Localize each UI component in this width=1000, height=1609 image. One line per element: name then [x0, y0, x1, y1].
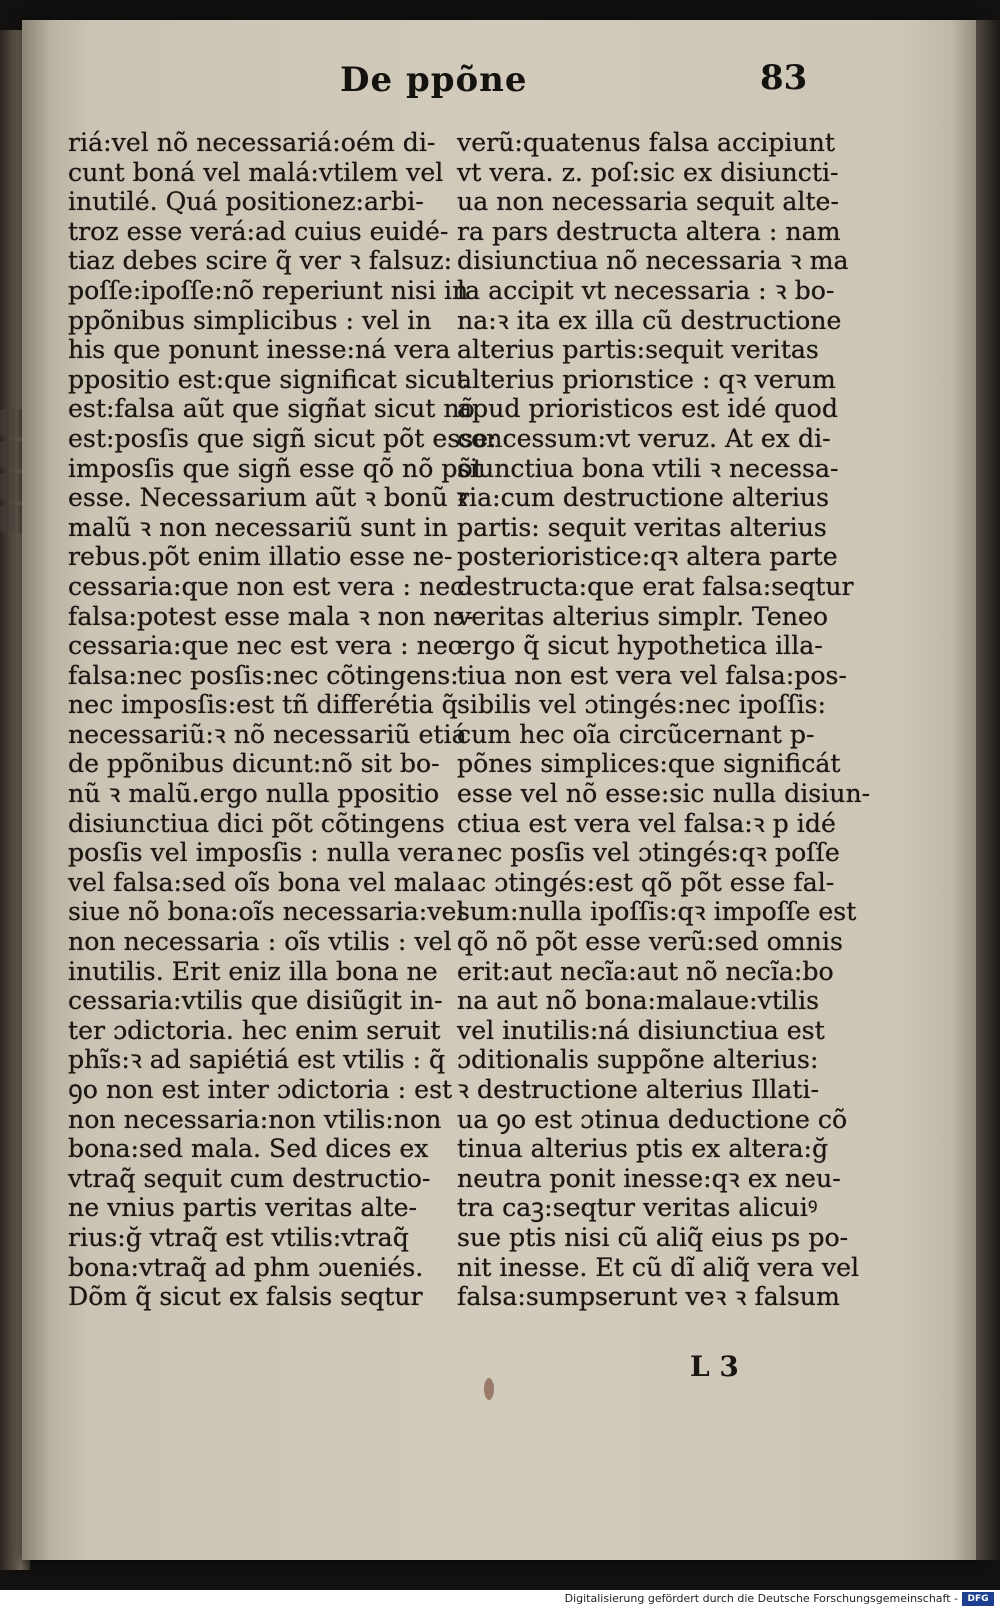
- text-line: nũ ꝛ malũ.ergo nulla ppositio: [68, 779, 440, 809]
- text-line: ꝯo non est inter ɔdictoria : est: [68, 1075, 453, 1104]
- text-line: posterioristice:qꝛ altera parte: [457, 542, 838, 572]
- text-line: cunt boná vel malá:vtilem vel: [68, 157, 444, 187]
- text-line: phĩs:ꝛ ad sapiétiá est vtilis : q̃: [68, 1045, 446, 1075]
- text-line: his que ponunt inesse:ná vera: [68, 335, 451, 365]
- text-line: cessaria:que nec est vera : nec: [68, 631, 462, 661]
- text-line: necessariũ:ꝛ nõ necessariũ etiá: [68, 719, 467, 749]
- left-text-column: [68, 128, 497, 1312]
- text-line: qõ nõ põt esse verũ:sed omnis: [457, 927, 843, 957]
- text-line: falsa:potest esse mala ꝛ non ne-: [68, 601, 474, 631]
- text-line: falsa:sumpserunt veꝛ ꝛ falsum: [457, 1282, 840, 1312]
- ink-stain: [484, 1378, 494, 1400]
- text-line: ra pars destructa altera : nam: [457, 216, 841, 246]
- text-line: siue nõ bona:oĩs necessaria:vel: [68, 897, 465, 927]
- text-line: ergo q̃ sicut hypothetica illa-: [457, 631, 823, 661]
- text-line: disiunctiua dici põt cõtingens: [68, 808, 445, 838]
- text-line: troz esse verá:ad cuius euidé-: [68, 216, 449, 246]
- text-line: ne vnius partis veritas alte-: [68, 1193, 417, 1223]
- text-line: imposſis que sigñ esse qõ nõ põt: [68, 453, 483, 483]
- text-line: vel inutilis:ná disiunctiua est: [457, 1015, 825, 1045]
- text-line: ppõnibus simplicibus : vel in: [68, 305, 432, 335]
- text-line: ctiua est vera vel falsa:ꝛ p idé: [457, 808, 836, 838]
- text-line: inutilé. Quá positionez:arbi-: [68, 187, 424, 217]
- text-line: ɔditionalis suppõne alterius:: [457, 1045, 819, 1075]
- text-line: rebus.põt enim illatio esse ne-: [68, 542, 453, 572]
- text-line: siunctiua bona vtili ꝛ necessa-: [457, 453, 839, 483]
- text-line: concessum:vt veruz. At ex di-: [457, 423, 831, 453]
- right-text-column: [457, 128, 871, 1312]
- text-line: nec imposſis:est tñ differétia q̃: [68, 690, 458, 720]
- text-line: apud prioristicos est idé quod: [457, 394, 838, 424]
- text-line: neutra ponit inesse:qꝛ ex neu-: [457, 1163, 841, 1193]
- text-line: na aut nõ bona:malaue:vtilis: [457, 986, 820, 1016]
- text-line: ria:cum destructione alterius: [457, 483, 830, 513]
- text-line: na:ꝛ ita ex illa cũ destructione: [457, 305, 842, 335]
- dfg-logo: DFG: [962, 1592, 994, 1606]
- text-line: alterius partis:sequit veritas: [457, 335, 819, 365]
- folio-number: 83: [760, 58, 808, 98]
- text-line: ua non necessaria sequit alte-: [457, 187, 839, 217]
- text-line: sum:nulla ipoſſis:qꝛ impoſſe est: [457, 897, 857, 927]
- text-line: riá:vel nõ necessariá:oém di-: [68, 128, 436, 157]
- text-line: bona:sed mala. Sed dices ex: [68, 1134, 429, 1164]
- text-line: sibilis vel ɔtingés:nec ipoſſis:: [457, 690, 827, 720]
- text-line: ter ɔdictoria. hec enim seruit: [68, 1015, 441, 1045]
- text-line: falsa:nec posſis:nec cõtingens:: [68, 660, 459, 690]
- text-line: alterius priorıstice : qꝛ verum: [457, 364, 836, 394]
- text-line: de ppõnibus dicunt:nõ sit bo-: [68, 749, 440, 779]
- text-line: la accipit vt necessaria : ꝛ bo-: [457, 275, 835, 305]
- text-line: verũ:quatenus falsa accipiunt: [457, 128, 836, 157]
- signature-mark: L 3: [690, 1350, 739, 1383]
- text-line: ac ɔtingés:est qõ põt esse fal-: [457, 867, 835, 897]
- text-line: tinua alterius ptis ex altera:ğ: [457, 1134, 829, 1164]
- page-right-shadow: [976, 20, 1000, 1560]
- text-line: tiaz debes scire q̃ ver ꝛ falsuz:: [68, 246, 453, 276]
- text-line: esse vel nõ esse:sic nulla disiun-: [457, 779, 871, 809]
- text-line: nit inesse. Et cũ dĩ aliq̃ vera vel: [457, 1252, 860, 1282]
- running-head: De ppõne: [340, 60, 528, 100]
- text-line: non necessaria : oĩs vtilis : vel: [68, 927, 452, 957]
- text-line: inutilis. Erit eniz illa bona ne: [68, 956, 438, 986]
- text-line: rius:ğ vtraq̃ est vtilis:vtraq̃: [68, 1222, 409, 1252]
- text-line: malũ ꝛ non necessariũ sunt in: [68, 512, 448, 542]
- text-line: ꝛ destructione alterius Illati-: [457, 1075, 819, 1104]
- text-line: sue ptis nisi cũ aliq̃ eius ps po-: [457, 1222, 849, 1252]
- text-line: bona:vtraq̃ ad phm ɔueniés.: [68, 1252, 424, 1282]
- text-line: vel falsa:sed oĩs bona vel mala: [68, 867, 456, 897]
- text-line: Dõm q̃ sicut ex falsis seqtur: [68, 1282, 423, 1312]
- digitization-credit: Digitalisierung gefördert durch die Deutsche Forschungsgemeinschaft -: [564, 1592, 958, 1605]
- text-line: posſis vel imposſis : nulla vera: [68, 838, 455, 868]
- text-line: cessaria:vtilis que disiũgit in-: [68, 986, 443, 1016]
- text-line: veritas alterius simplr. Teneo: [457, 601, 829, 631]
- text-line: cum hec oĩa circũcernant p-: [457, 719, 815, 749]
- text-line: poſſe:ipoſſe:nõ reperiunt nisi in: [68, 275, 469, 305]
- text-line: est:falsa aũt que sigñat sicut nõ: [68, 394, 475, 424]
- text-line: ppositio est:que significat sicut: [68, 364, 467, 394]
- text-line: partis: sequit veritas alterius: [457, 512, 827, 542]
- text-line: ua ꝯo est ɔtinua deductione cõ: [457, 1104, 848, 1134]
- text-line: destructa:que erat falsa:seqtur: [457, 571, 854, 601]
- text-line: disiunctiua nõ necessaria ꝛ ma: [457, 246, 849, 276]
- text-line: vtraq̃ sequit cum destructio-: [68, 1163, 431, 1193]
- text-line: esse. Necessarium aũt ꝛ bonũ ꝛ: [68, 483, 468, 513]
- text-line: põnes simplices:que significát: [457, 749, 841, 779]
- text-line: non necessaria:non vtilis:non: [68, 1104, 442, 1134]
- text-line: vt vera. z. poſ:sic ex disiuncti-: [457, 157, 839, 187]
- text-line: nec posſis vel ɔtingés:qꝛ poſſe: [457, 838, 840, 868]
- text-line: cessaria:que non est vera : nec: [68, 571, 465, 601]
- text-line: erit:aut necĩa:aut nõ necĩa:bo: [457, 956, 834, 986]
- text-line: tiua non est vera vel falsa:pos-: [457, 660, 847, 690]
- text-line: est:posſis que sigñ sicut põt esse:: [68, 423, 497, 453]
- text-line: tra caꝫ:seqtur veritas alicuiꝰ: [457, 1193, 818, 1223]
